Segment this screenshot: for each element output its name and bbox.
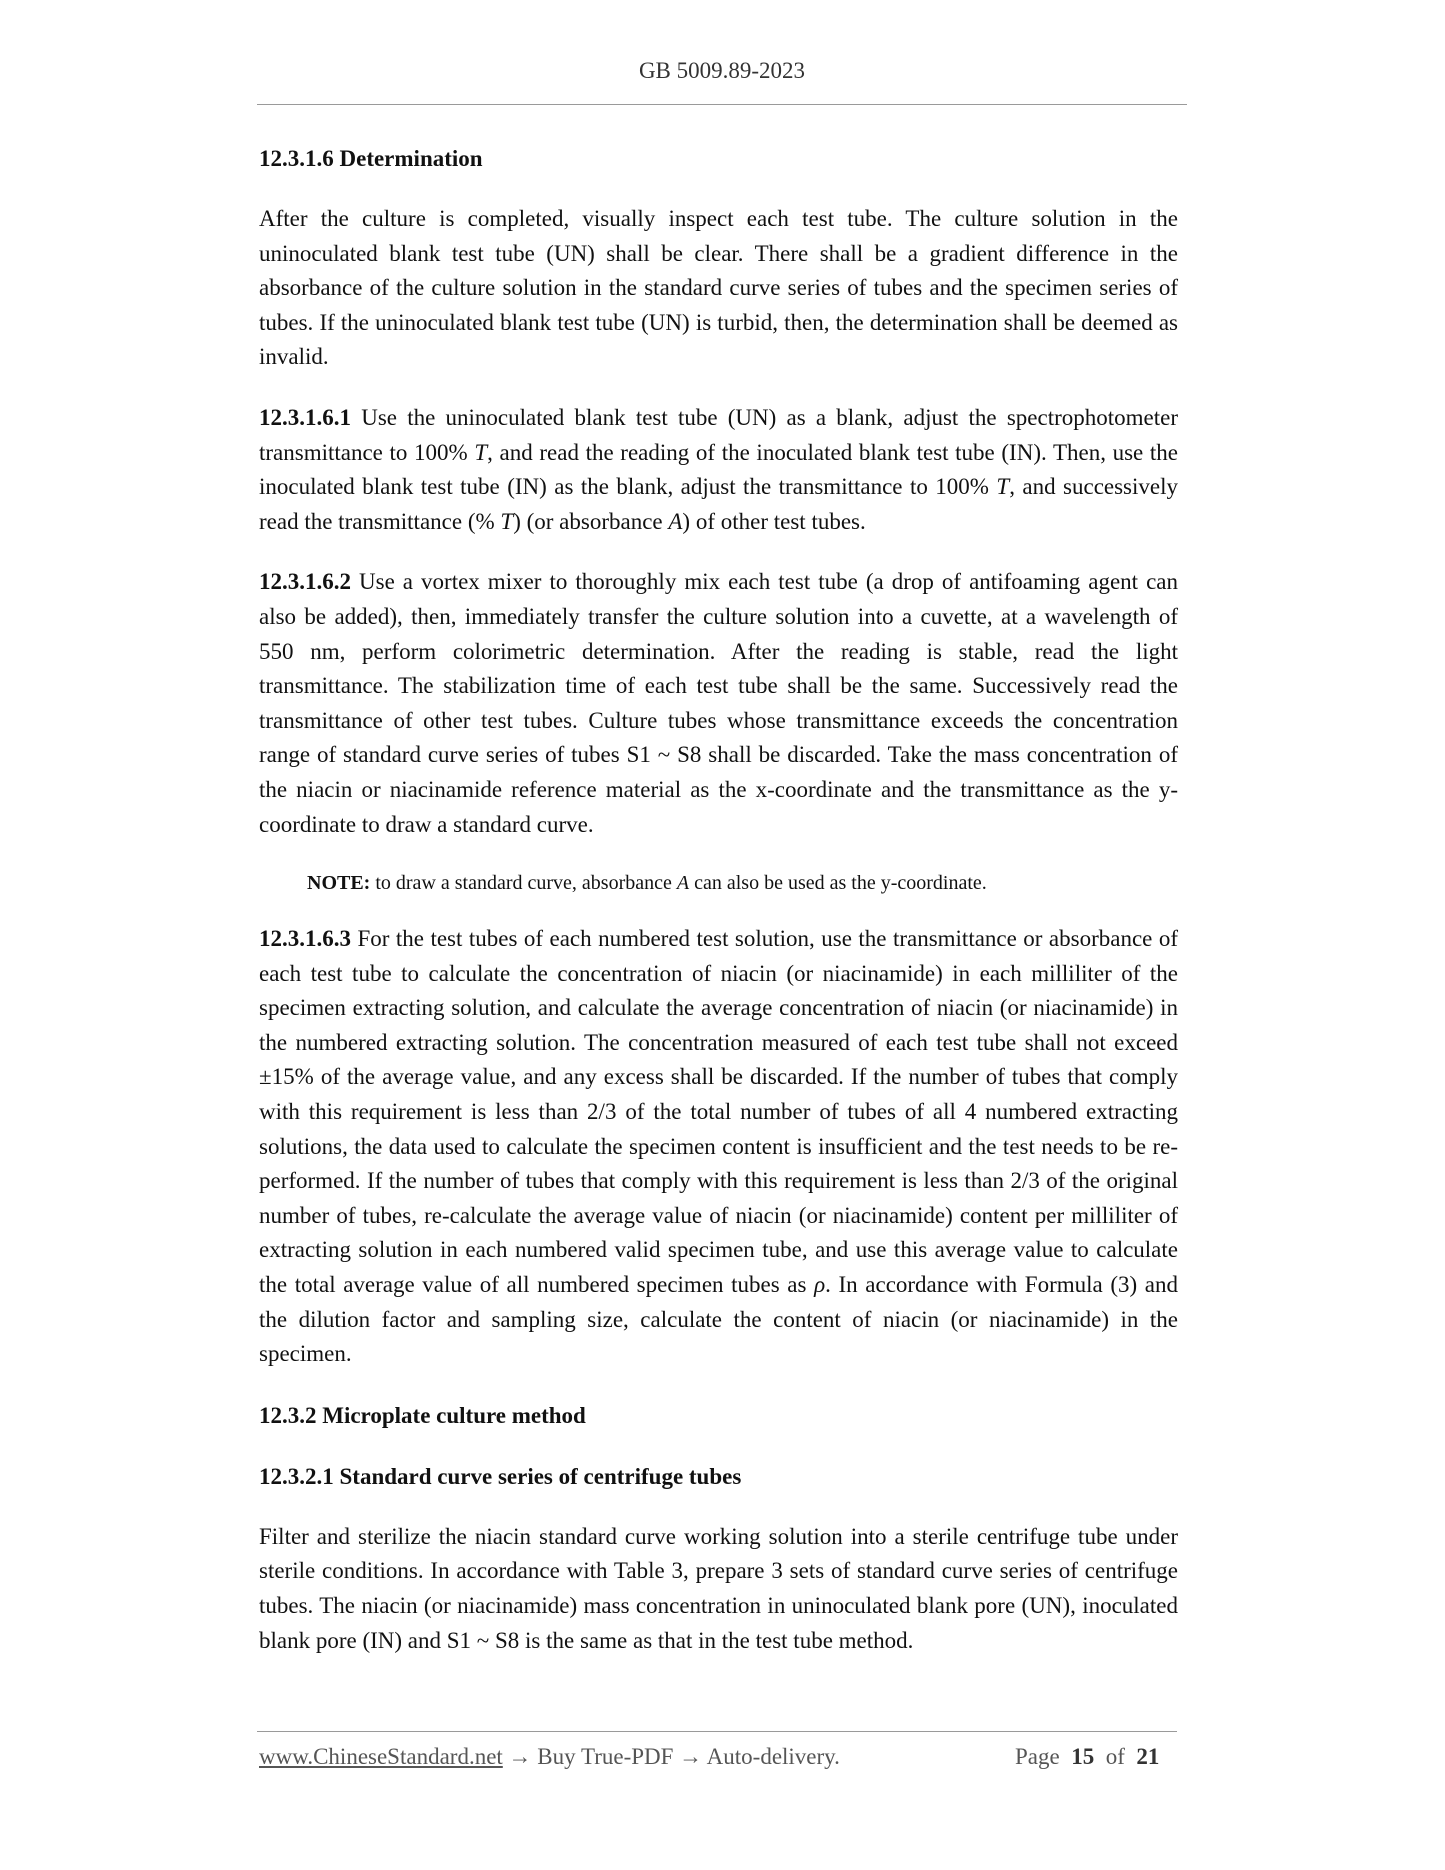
clause-text: , and read the reading of the inoculated blank test tube (IN). Then, use the inoculated blank test tube (IN) as the blank, adjust the transmittance to 100%: [259, 439, 1178, 500]
footer-tagline: → Buy True-PDF → Auto-delivery.: [502, 1744, 840, 1769]
clause-text: ) (or absorbance: [513, 508, 669, 534]
symbol-a: A: [668, 508, 683, 534]
clause-text: For the test tubes of each numbered test solution, use the transmittance or absorbance of each test tube to calculate the concentration of niacin (or niacinamide) in each milliliter of the specimen extracting solution, and calculate the average concentration of niacin (or niacinamide) in the numbered extracting solution. The concentration measured of each test tube shall not exceed ±15% of the average value, and any excess shall be discarded. If the number of tubes that comply with this requirement is less than 2/3 of the total number of tubes of all 4 numbered extracting solutions, the data used to calculate the specimen content is insufficient and the test needs to be re-performed. If the number of tubes that comply with this requirement is less than 2/3 of the original number of tubes, re-calculate the average value of niacin (or niacinamide) content per milliliter of extracting solution in each numbered valid specimen tube, and use this average value to calculate the total average value of all numbered specimen tubes as: [259, 926, 1178, 1298]
clause-text: . In accordance with Formula (3) and the dilution factor and sampling size, calculate the content of niacin (or niacinamide) in the specimen.: [259, 1272, 1178, 1367]
note: [307, 868, 1178, 898]
clause-text: , and successively read the transmittance (%: [259, 474, 1178, 534]
site-link[interactable]: www.ChineseStandard.net: [259, 1744, 503, 1769]
section-heading-determination: 12.3.1.6 Determination: [259, 146, 483, 171]
clause-12-3-1-6-1: [259, 401, 1178, 539]
page-header: [259, 58, 1185, 84]
clause-number: 12.3.1.6.1: [259, 404, 351, 430]
standard-curve-paragraph: Filter and sterilize the niacin standard curve working solution into a sterile centrifuge tube under sterile conditions. In accordance with Table 3, prepare 3 sets of standard curve series of centrifuge tubes. The niacin (or niacinamide) mass concentration in uninoculated blank pore (UN), inoculated blank pore (IN) and S1 ~ S8 is the same as that in the test tube method.: [259, 1523, 1178, 1653]
symbol-t: T: [500, 508, 514, 534]
clause-12-3-1-6-2: [259, 565, 1178, 842]
determination-paragraph: After the culture is completed, visually inspect each test tube. The culture solution in the uninoculated blank test tube (UN) shall be clear. There shall be a gradient difference in the absorbance of the culture solution in the standard curve series of tubes and the specimen series of tubes. If the uninoculated blank test tube (UN) is turbid, then, the determination shall be deemed as invalid.: [259, 206, 1178, 370]
total-pages: 21: [1136, 1744, 1160, 1769]
clause-text: ) of other test tubes.: [682, 508, 866, 534]
note-label: NOTE:: [307, 872, 371, 895]
clause-number: 12.3.1.6.3: [259, 926, 351, 952]
section-heading-standard-curve: 12.3.2.1 Standard curve series of centrifuge tubes: [259, 1463, 742, 1489]
symbol-t: T: [474, 439, 488, 465]
note-text: can also be used as the y-coordinate.: [689, 872, 987, 895]
clause-text: Use a vortex mixer to thoroughly mix each test tube (a drop of antifoaming agent can also be added), then, immediately transfer the culture solution into a cuvette, at a wavelength of 550 nm, perform colorimetric determination. After the reading is stable, read the light transmittance. The stabilization time of each test tube shall be the same. Successively read the transmittance of other test tubes. Culture tubes whose transmittance exceeds the concentration range of standard curve series of tubes S1 ~ S8 shall be discarded. Take the mass concentration of the niacin or niacinamide reference material as the x-coordinate and the transmittance as the y-coordinate to draw a standard curve.: [259, 569, 1178, 837]
footer-link-area: [259, 1744, 840, 1770]
note-text: to draw a standard curve, absorbance: [370, 872, 677, 895]
symbol-t: T: [996, 474, 1010, 500]
clause-number: 12.3.1.6.2: [259, 569, 351, 595]
header-divider: [257, 104, 1187, 105]
section-heading-microplate: 12.3.2 Microplate culture method: [259, 1402, 586, 1428]
symbol-a: A: [676, 872, 690, 895]
page-indicator: [1015, 1744, 1159, 1770]
footer-divider: [257, 1731, 1177, 1732]
clause-12-3-1-6-3: [259, 922, 1178, 1372]
page-content: [259, 141, 1178, 1684]
page-number: 15: [1071, 1744, 1095, 1769]
document-id: GB 5009.89-2023: [638, 58, 806, 83]
symbol-rho: ρ: [814, 1272, 826, 1298]
of-word: of: [1105, 1744, 1125, 1769]
clause-text: Use the uninoculated blank test tube (UN) as a blank, adjust the spectrophotometer transmittance to 100%: [259, 404, 1178, 465]
page-word: Page: [1015, 1744, 1060, 1769]
